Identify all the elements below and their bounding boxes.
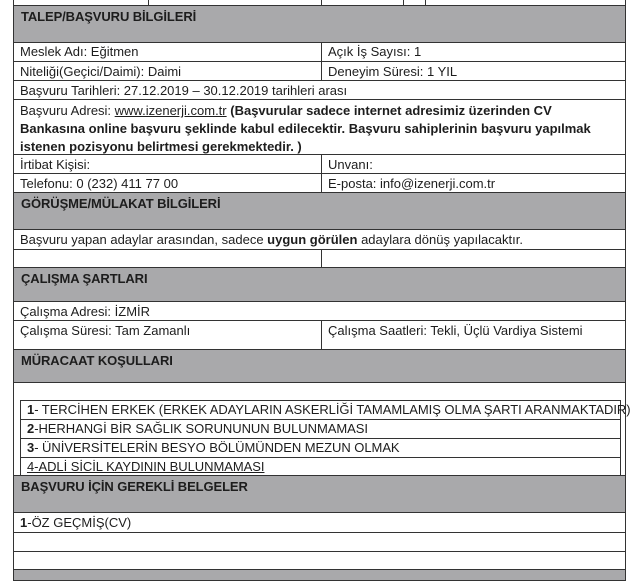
row-belge-1 xyxy=(13,513,626,533)
list-item xyxy=(21,458,620,476)
item-number: 2 xyxy=(27,421,35,436)
section-title: MÜRACAAT KOŞULLARI xyxy=(21,353,173,368)
section-header-talep xyxy=(13,5,626,43)
conditions-list xyxy=(20,400,631,477)
section-title: ÇALIŞMA ŞARTLARI xyxy=(21,271,148,286)
row-irtibat xyxy=(13,155,626,174)
website-link[interactable]: www.izenerji.com.tr xyxy=(114,103,227,118)
item-text: - ÜNİVERSİTELERİN BESYO BÖLÜMÜNDEN MEZUN OLMAK xyxy=(34,440,400,455)
niteligi: Niteliği(Geçici/Daimi): Daimi xyxy=(20,64,182,79)
basvuru-note: (Başvurular sadece internet adresimiz üzerinden CV Bankasına online başvuru şeklinde kabul edilecektir. Başvuru sahiplerinin başvuru yapılmak istenen pozisyonu belirtmesi gerekmektedir. ) xyxy=(20,103,591,154)
item-number: 3 xyxy=(27,440,35,455)
row-niteligi xyxy=(13,62,626,81)
gorusme-text-bold: uygun görülen xyxy=(267,232,358,247)
item-text: 4-ADLİ SİCİL KAYDININ BULUNMAMASI xyxy=(27,459,265,474)
list-item xyxy=(21,439,620,458)
row-gorusme-blank xyxy=(13,250,626,268)
row-basvuru-tarihleri xyxy=(13,81,626,100)
meslek-adi: Meslek Adı: Eğitmen xyxy=(20,44,139,59)
list-item xyxy=(21,420,620,439)
basvuru-tarihleri: Başvuru Tarihleri: 27.12.2019 – 30.12.2019 tarihleri arası xyxy=(20,83,348,98)
row-belge-blank xyxy=(13,552,626,570)
section-header-next-fragment xyxy=(13,570,626,581)
calisma-saatleri: Çalışma Saatleri: Tekli, Üçlü Vardiya Sistemi xyxy=(328,323,583,338)
item-text: -HERHANGİ BİR SAĞLIK SORUNUNUN BULUNMAMASI xyxy=(34,421,368,436)
section-header-calisma xyxy=(13,268,626,302)
list-item xyxy=(21,401,631,420)
item-text: - TERCİHEN ERKEK (ERKEK ADAYLARIN ASKERLİĞİ TAMAMLAMIŞ OLMA ŞARTI ARANMAKTADIR) xyxy=(34,402,631,417)
section-title: TALEP/BAŞVURU BİLGİLERİ xyxy=(21,9,197,24)
basvuru-adresi-label: Başvuru Adresi: xyxy=(20,103,115,118)
calisma-suresi: Çalışma Süresi: Tam Zamanlı xyxy=(20,323,191,338)
section-title: GÖRÜŞME/MÜLAKAT BİLGİLERİ xyxy=(21,196,221,211)
item-number: 1 xyxy=(27,402,35,417)
row-muracaat-list xyxy=(13,383,631,476)
calisma-adresi: Çalışma Adresi: İZMİR xyxy=(20,304,151,319)
irtibat-kisisi: İrtibat Kişisi: xyxy=(20,157,91,172)
row-belge-blank xyxy=(13,533,626,552)
section-header-gorusme xyxy=(13,193,626,230)
section-title: BAŞVURU İÇİN GEREKLİ BELGELER xyxy=(21,479,248,494)
blank-cell xyxy=(14,250,322,267)
unvani: Unvanı: xyxy=(328,157,373,172)
row-calisma-adresi xyxy=(13,302,626,321)
row-basvuru-adresi xyxy=(13,100,626,155)
basvuru-adresi xyxy=(20,102,619,156)
acik-is-sayisi: Açık İş Sayısı: 1 xyxy=(328,44,422,59)
row-telefon xyxy=(13,174,626,193)
item-text: -ÖZ GEÇMİŞ(CV) xyxy=(27,515,132,530)
eposta: E-posta: info@izenerji.com.tr xyxy=(328,176,496,191)
gorusme-text-after: adaylara dönüş yapılacaktır. xyxy=(357,232,523,247)
blank-cell xyxy=(322,250,625,267)
section-header-belgeler xyxy=(13,476,626,513)
row-gorusme-text xyxy=(13,230,626,250)
row-meslek xyxy=(13,42,626,62)
telefonu: Telefonu: 0 (232) 411 77 00 xyxy=(20,176,179,191)
item-number: 1 xyxy=(20,515,28,530)
gorusme-text xyxy=(20,232,523,247)
gorusme-text-before: Başvuru yapan adaylar arasından, sadece xyxy=(20,232,268,247)
section-header-muracaat xyxy=(13,350,626,383)
deneyim-suresi: Deneyim Süresi: 1 YIL xyxy=(328,64,458,79)
row-calisma-suresi xyxy=(13,321,626,350)
